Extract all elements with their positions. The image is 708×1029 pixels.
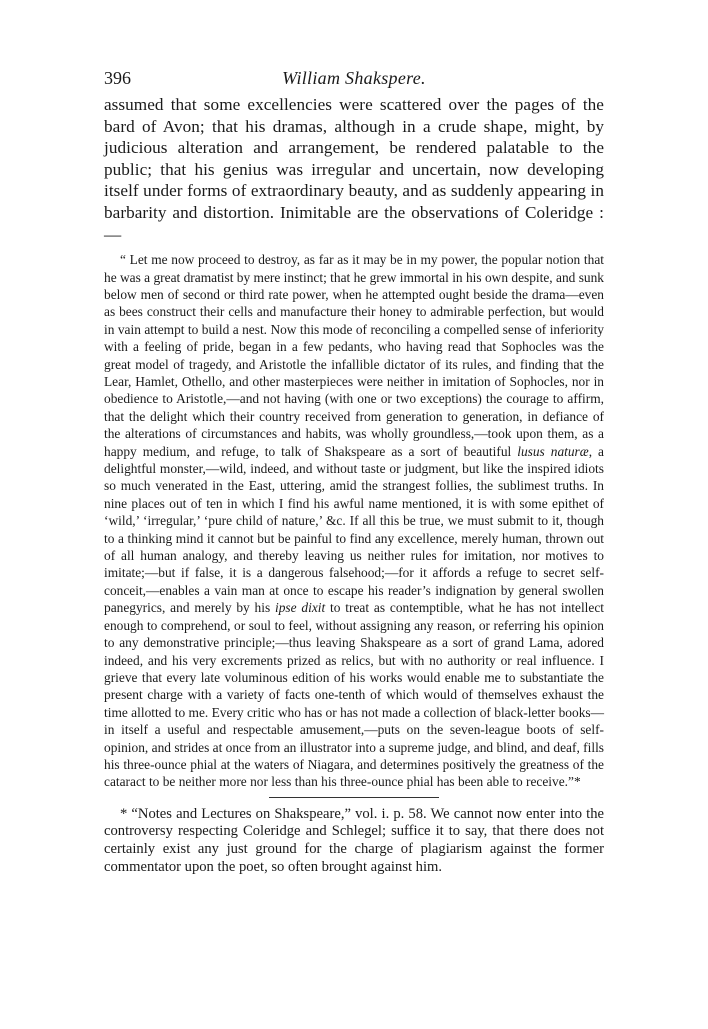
- book-page: [104, 60, 604, 876]
- page-header: [104, 60, 604, 94]
- footnote-divider: [269, 797, 439, 798]
- quote-text-part-3: to treat as contemptible, what he has not intellect enough to comprehend, or soul to feel, without assigning any reason, or referring his opinion to any demonstrative principle;—thus leaving Shakspeare as a sort of grand Lama, adored indeed, and his very excrements prized as relics, but with no authority or real influence. I grieve that every late voluminous edition of his works would enable me to substantiate the present charge with a variety of facts one-tenth of which would of themselves exhaust the time allotted to me. Every critic who has or has not made a collection of black-letter books—in itself a useful and respectable amusement,—puts on the seven-league boots of self-opinion, and strides at once from an illustrator into a supreme judge, and blind, and deaf, fills his three-ounce phial at the waters of Niagara, and determines positively the greatness of the cataract to be neither more nor less than his three-ounce phial has been able to receive.”*: [104, 600, 605, 790]
- quote-text-part-1: “ Let me now proceed to destroy, as far as it may be in my power, the popular notion that he was a great dramatist by mere instinct; that he grew immortal in his own despite, and sunk below men of second or third rate power, when he attempted ought beside the drama—even as bees construct their cells and manufacture their honey to admirable perfection, but would in vain attempt to build a nest. Now this mode of reconciling a compelled sense of inferiority with a feeling of pride, began in a few pedants, who having read that Sophocles was the great model of tragedy, and Aristotle the infallible dictator of its rules, and finding that the Lear, Hamlet, Othello, and other masterpieces were neither in imitation of Sophocles, nor in obedience to Aristotle,—and not having (with one or two exceptions) the courage to affirm, that the delight which their country received from generation to generation, in defiance of the alterations of circumstances and habits, was wholly groundless,—took upon them, as a happy medium, and refuge, to talk of Shakspeare as a sort of beautiful: [104, 252, 604, 459]
- running-title: William Shakspere.: [282, 68, 426, 88]
- quote-text-part-2: , a delightful monster,—wild, indeed, and without taste or judgment, but like the inspired idiots so much venerated in the East, uttering, amid the strangest follies, the sublimest truths. In nine places out of ten in which I find his awful name mentioned, it is with some epithet of ‘wild,’ ‘irregular,’ ‘pure child of nature,’ &c. If all this be true, we must submit to it, though to a thinking mind it cannot but be painful to find any excellence, merely human, thrown out of all human analogy, and thereby leaving us neither rules for imitation, nor motives to imitate;—but if false, it is a dangerous falsehood;—for it affords a refuge to secret self-conceit,—enables a vain man at once to escape his reader’s indignation by general swollen panegyrics, and merely by his: [104, 443, 604, 616]
- coleridge-quotation: [104, 251, 604, 791]
- page-number: 396: [104, 68, 131, 88]
- quote-italic-lusus-naturae: lusus naturæ: [517, 443, 589, 459]
- quote-italic-ipse-dixit: ipse dixit: [275, 600, 326, 616]
- footnote: * “Notes and Lectures on Shakspeare,” vol. i. p. 58. We cannot now enter into the controversy respecting Coleridge and Schlegel; suffice it to say, that there does not certainly exist any just ground for the charge of plagiarism against the former commentator upon the poet, so often brought against him.: [104, 805, 604, 875]
- body-paragraph: assumed that some excellencies were scattered over the pages of the bard of Avon; that his dramas, although in a crude shape, might, by judicious alteration and arrangement, be rendered palatable to the public; that his genius was irregular and uncertain, now developing itself under forms of extraordinary beauty, and as suddenly appearing in barbarity and distortion. Inimitable are the observations of Coleridge :—: [104, 95, 604, 244]
